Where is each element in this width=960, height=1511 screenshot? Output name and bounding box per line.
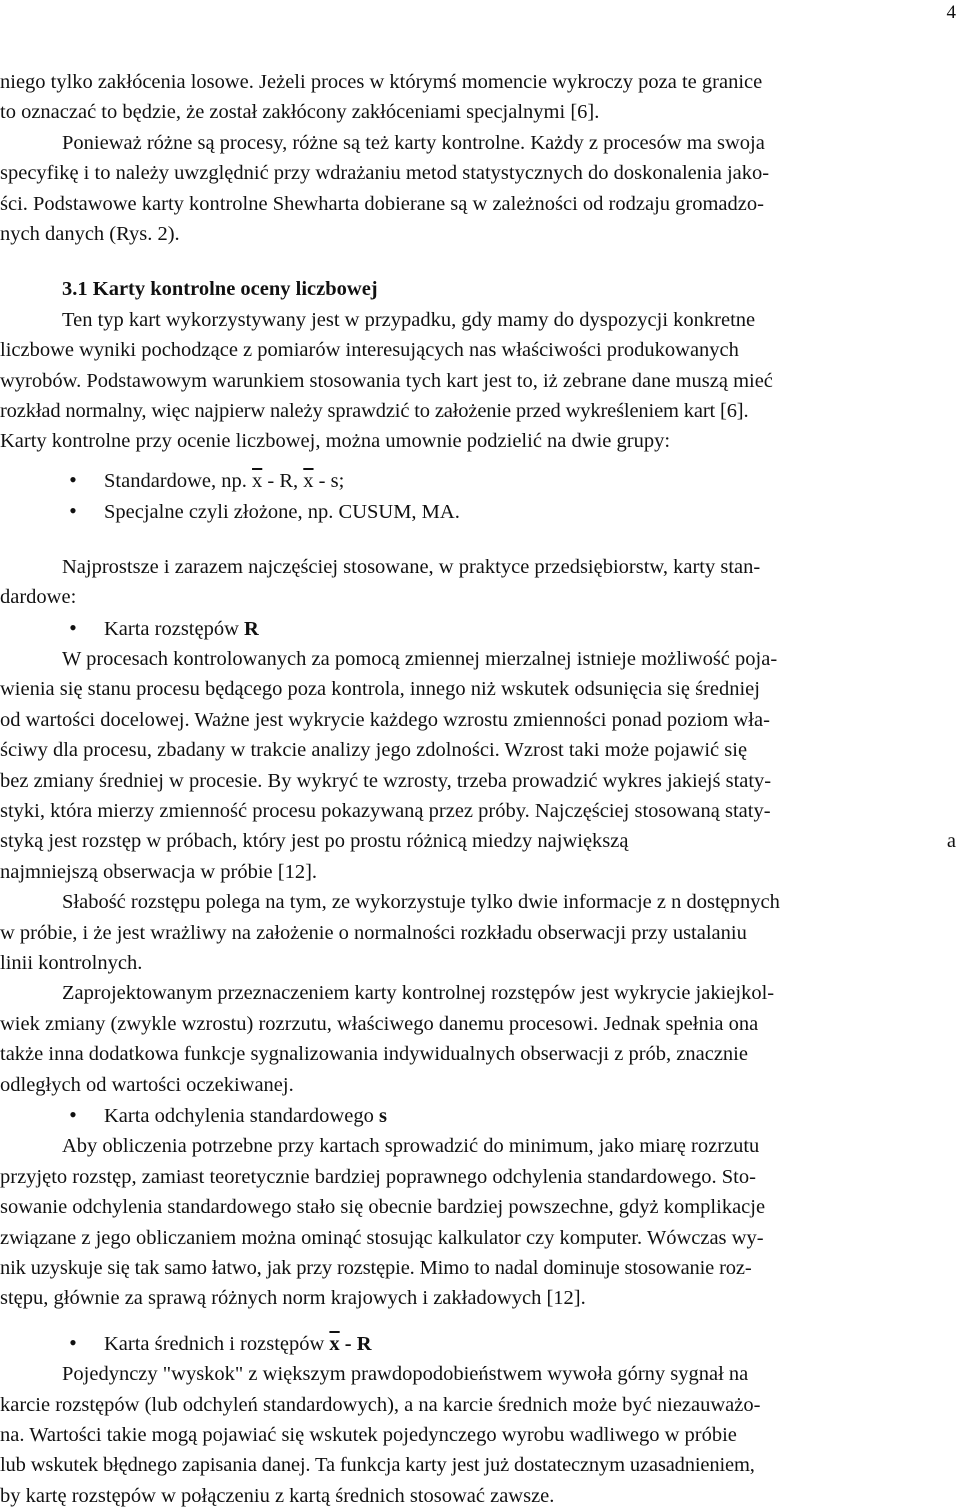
text-line: Słabość rozstępu polega na tym, ze wykorzystuje tylko dwie informacje z n dostępnych [62, 891, 780, 914]
text-line: rozkład normalny, więc najpierw należy sprawdzić to założenie przed wykreśleniem kart [6]. [0, 400, 749, 423]
text-line: Aby obliczenia potrzebne przy kartach sprowadzić do minimum, jako miarę rozrzutu [62, 1135, 760, 1158]
text-line: odległych od wartości oczekiwanej. [0, 1073, 294, 1096]
paragraph-range-weakness [0, 887, 960, 917]
paragraph-range-purpose [0, 978, 960, 1008]
paragraph-numeric-charts-cont [0, 335, 960, 457]
bullet-icon: • [69, 498, 77, 524]
paragraph-chart-types [0, 128, 960, 158]
paragraph-range-chart-cont [0, 674, 960, 887]
text-line: wienia się stanu procesu będącego poza kontrola, innego niż wskutek odsunięcia się średniej [0, 678, 760, 701]
text-line: liczbowe wyniki pochodzące z pomiarów interesujących nas właściwości produkowanych [0, 339, 739, 362]
text-line: najmniejszą obserwacja w próbie [12]. [0, 860, 318, 883]
text-line: wyrobów. Podstawowym warunkiem stosowania tych kart jest to, iż zebrane dane muszą mieć [0, 369, 773, 392]
text-line: wiek zmiany (zwykle wzrostu) rozrzutu, właściwego danemu procesowi. Jednak spełnia ona [0, 1012, 759, 1035]
text-line: także inna dodatkowa funkcje sygnalizowania indywidualnych obserwacji z prób, znacznie [0, 1043, 748, 1066]
x-bar-symbol: $\overline{x}$ [252, 469, 263, 492]
text-line: Zaprojektowanym przeznaczeniem karty kontrolnej rozstępów jest wykrycie jakiejkol- [62, 982, 775, 1005]
paragraph-intro [0, 67, 960, 128]
bullet-icon: • [69, 1329, 77, 1355]
list-item-text: Standardowe, np. $\overline{x}$ - R, $\overline{x}$ - s; [104, 469, 345, 492]
paragraph-stddev-chart-cont [0, 1162, 960, 1314]
x-bar-symbol: $\overline{x}$ [303, 469, 314, 492]
text-line: styki, która mierzy zmienność procesu pokazywaną przez próby. Najczęściej stosowaną staty- [0, 799, 771, 822]
paragraph-chart-types-cont [0, 158, 960, 249]
text-line: na. Wartości takie mogą pojawiać się wskutek pojedynczego wyrobu wadliwego w próbie [0, 1424, 737, 1447]
text-fragment: a [946, 830, 956, 853]
paragraph-mean-range-chart [0, 1359, 960, 1389]
paragraph-stddev-chart [0, 1131, 960, 1161]
x-bar-symbol: $\overline{x}$ [329, 1332, 340, 1355]
text-line: Ten typ kart wykorzystywany jest w przypadku, gdy mamy do dyspozycji konkretne [62, 308, 756, 331]
text-line: Pojedynczy "wyskok" z większym prawdopodobieństwem wywoła górny sygnał na [62, 1363, 749, 1386]
list-item-text: Specjalne czyli złożone, np. CUSUM, MA. [104, 501, 460, 524]
page-number: 4 [946, 2, 956, 23]
list-item [0, 496, 960, 527]
text-line: karcie rozstępów (lub odchyleń standardowych), a na karcie średnich może być niezauważo- [0, 1393, 761, 1416]
paragraph-standard-charts-cont [0, 582, 960, 612]
list-item-range-chart [0, 613, 960, 644]
document-body [0, 67, 960, 1511]
paragraph-range-weakness-cont [0, 918, 960, 979]
text-line: specyfikę i to należy uwzględnić przy wdrażaniu metod statystycznych do doskonalenia jako- [0, 162, 770, 185]
text-line: stępu, głównie za sprawą różnych norm krajowych i zakładowych [12]. [0, 1287, 586, 1310]
list-item-stddev-chart [0, 1100, 960, 1131]
text-line: bez zmiany średniej w procesie. By wykryć te wzrosty, trzeba prowadzić wykres jakiejś staty- [0, 769, 772, 792]
paragraph-standard-charts [0, 552, 960, 582]
text-line: niego tylko zakłócenia losowe. Jeżeli proces w którymś momencie wykroczy poza te granice [0, 71, 763, 93]
text-line: ści. Podstawowe karty kontrolne Shewharta dobierane są w zależności od rodzaju gromadzo- [0, 192, 764, 215]
text-line: to oznaczać to będzie, że został zakłócony zakłóceniami specjalnymi [6]. [0, 101, 600, 124]
text-line: Najprostsze i zarazem najczęściej stosowane, w praktyce przedsiębiorstw, karty stan- [62, 555, 761, 578]
section-heading: 3.1 Karty kontrolne oceny liczbowej [62, 278, 378, 301]
paragraph-numeric-charts [0, 305, 960, 335]
bullet-icon: • [69, 1102, 77, 1127]
text-line: dardowe: [0, 586, 77, 609]
list-item-text: Karta rozstępów R [104, 617, 259, 640]
list-item-mean-range-chart [0, 1328, 960, 1359]
paragraph-range-purpose-cont [0, 1009, 960, 1100]
list-item-text: Karta średnich i rozstępów $\overline{x}$ - R [104, 1332, 372, 1355]
text-line: lub wskutek błędnego zapisania danej. Ta funkcja karty jest już dostatecznym uzasadnieniem, [0, 1454, 755, 1477]
paragraph-mean-range-chart-cont [0, 1390, 960, 1511]
bullet-icon: • [69, 614, 77, 640]
text-line: linii kontrolnych. [0, 951, 143, 974]
text-line: W procesach kontrolowanych za pomocą zmiennej mierzalnej istnieje możliwość poja- [62, 647, 778, 670]
text-line: nik uzyskuje się tak samo łatwo, jak przy rozstępie. Mimo to nadal dominuje stosowanie roz- [0, 1257, 752, 1280]
text-line: Ponieważ różne są procesy, różne są też karty kontrolne. Każdy z procesów ma swoja [62, 131, 765, 154]
text-line: w próbie, i że jest wrażliwy na założenie o normalności rozkładu obserwacji przy ustalaniu [0, 921, 747, 944]
bullet-icon: • [69, 466, 77, 492]
paragraph-range-chart [0, 644, 960, 674]
text-line: związane z jego obliczaniem można ominąć stosując kalkulator czy komputer. Wówczas wy- [0, 1226, 764, 1249]
list-item [0, 465, 960, 496]
text-line: nych danych (Rys. 2). [0, 223, 180, 246]
list-item-text: Karta odchylenia standardowego s [104, 1105, 387, 1127]
text-line: przyjęto rozstęp, zamiast teoretycznie bardziej poprawnego odchylenia standardowego. Sto- [0, 1165, 756, 1188]
text-line: sowanie odchylenia standardowego stało się obecnie bardziej powszechne, gdyż komplikacje [0, 1196, 766, 1219]
text-line: Karty kontrolne przy ocenie liczbowej, można umownie podzielić na dwie grupy: [0, 430, 671, 453]
text-line: styką jest rozstęp w próbach, który jest po prostu różnicą miedzy największą [0, 830, 629, 853]
text-line: ściwy dla procesu, zbadany w trakcie analizy jego zdolności. Wzrost taki może pojawić się [0, 739, 748, 762]
text-line: od wartości docelowej. Ważne jest wykrycie każdego wzrostu zmienności ponad poziom wła- [0, 708, 770, 731]
text-line: by kartę rozstępów w połączeniu z kartą średnich stosować zawsze. [0, 1484, 555, 1507]
